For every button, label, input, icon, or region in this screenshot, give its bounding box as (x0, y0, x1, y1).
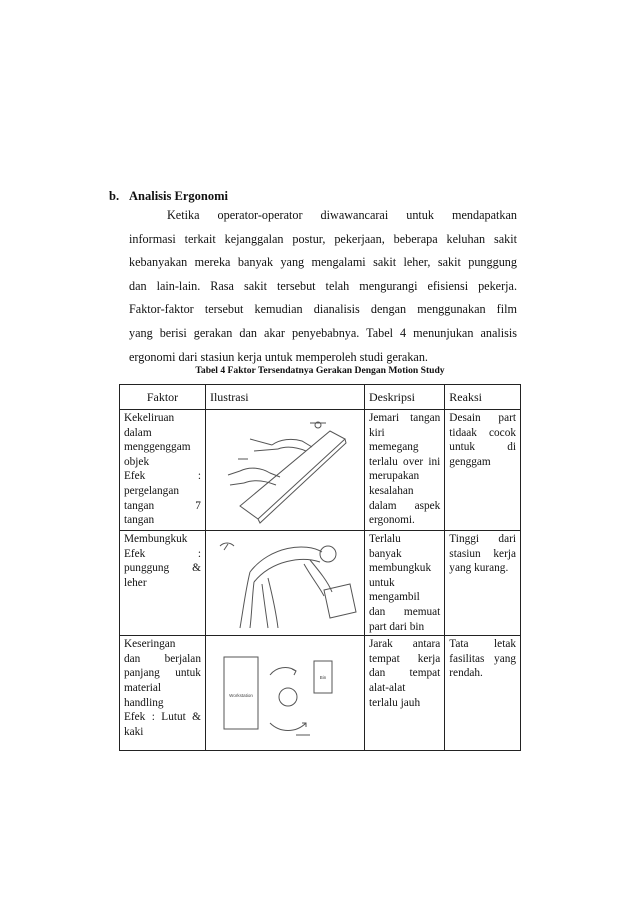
section-title: Analisis Ergonomi (129, 189, 228, 203)
illustration-cell (205, 410, 364, 531)
cell-line: leher (124, 576, 147, 589)
cell-line: dan tempat (368, 667, 441, 680)
faktor-cell (120, 531, 206, 636)
cell-line: panjang untuk (124, 667, 201, 680)
cell-line: stasiun kerja (449, 547, 516, 560)
hand-gripping-sketch (210, 411, 360, 529)
walking-layout-sketch (210, 637, 360, 749)
cell-line: kiri (368, 426, 385, 439)
cell-line: merupakan (368, 470, 420, 483)
cell-line: dan memuat (368, 605, 441, 618)
motion-study-table (119, 384, 521, 751)
cell-line: handling (124, 696, 164, 709)
paragraph-line: Ketika operator-operator diwawancarai untuk mendapatkan (167, 208, 517, 222)
cell-line: Membungkuk (124, 533, 188, 545)
faktor-cell (120, 410, 206, 531)
cell-line: membungkuk (368, 562, 432, 575)
reaksi-cell (445, 531, 521, 636)
operator-circle (279, 688, 297, 706)
deskripsi-cell (364, 636, 444, 751)
header-deskripsi: Deskripsi (364, 385, 444, 410)
table-row (120, 531, 521, 636)
cell-line: ergonomi. (368, 514, 415, 527)
table-header-row (120, 385, 521, 410)
cell-line: Tata letak (449, 638, 516, 651)
cell-line: punggung & (124, 562, 201, 575)
section-heading (109, 189, 228, 204)
bending-worker-sketch (210, 532, 360, 630)
paragraph-line: kebanyakan mereka banyak yang mengalami sakit leher, sakit punggung (129, 255, 517, 270)
cell-line: dan berjalan (124, 652, 201, 665)
cell-line: pergelangan (124, 484, 179, 497)
paragraph-line: dan lain-lain. Rasa sakit tersebut telah mengurangi efisiensi pekerja. (129, 278, 517, 293)
cell-line: Efek : Lutut & (124, 711, 201, 724)
cell-line: Keseringan (124, 638, 176, 651)
workstation-label: Workstation (229, 693, 253, 699)
cell-line: tangan 7 (124, 499, 201, 512)
cell-line: untuk (368, 576, 395, 589)
cell-line: objek (124, 455, 150, 468)
cell-line: dalam aspek (368, 499, 441, 512)
cell-line: Efek : (124, 470, 201, 483)
illustration-cell (205, 531, 364, 636)
table-row (120, 636, 521, 751)
reaksi-cell (445, 636, 521, 751)
cell-line: genggam (449, 455, 491, 468)
cell-line: alat-alat (368, 681, 406, 694)
cell-line: tangan (124, 514, 155, 527)
cell-line: untuk di (449, 441, 516, 454)
header-reaksi: Reaksi (445, 385, 521, 410)
cell-line: kesalahan (368, 484, 414, 497)
bin-label: Bin (319, 675, 327, 681)
cell-line: rendah. (449, 667, 483, 680)
section-letter: b. (109, 189, 120, 203)
illustration-cell (205, 636, 364, 751)
cell-line: Desain part (449, 412, 516, 424)
cell-line: kaki (124, 725, 144, 738)
reaksi-cell (445, 410, 521, 531)
cell-line: fasilitas yang (449, 652, 516, 665)
table-row (120, 410, 521, 531)
table-caption: Tabel 4 Faktor Tersendatnya Gerakan Dengan Motion Study (195, 365, 445, 376)
cell-line: yang kurang. (449, 562, 509, 575)
paragraph-line: yang berisi gerakan dan akar penyebabnya. Tabel 4 menunjukan analisis (129, 325, 517, 340)
header-faktor: Faktor (120, 385, 206, 410)
cell-line: material (124, 681, 162, 694)
cell-line: banyak (368, 547, 402, 560)
deskripsi-cell (364, 531, 444, 636)
cell-line: Jemari tangan (368, 412, 441, 424)
cell-line: dalam (124, 426, 152, 439)
cell-line: Jarak antara (368, 638, 441, 651)
cell-line: memegang (368, 441, 419, 454)
cell-line: Tinggi dari (449, 533, 516, 545)
cell-line: terlalu over ini (368, 455, 441, 468)
cell-line: part dari bin (368, 620, 425, 633)
paragraph-line: Faktor-faktor tersebut kemudian dianalisis dengan menggunakan film (129, 302, 517, 317)
paragraph-line: ergonomi dari stasiun kerja untuk memperoleh studi gerakan. (129, 349, 428, 364)
paragraph-line: informasi terkait kejanggalan postur, pekerjaan, beberapa keluhan sakit (129, 231, 517, 246)
header-ilustrasi: Ilustrasi (205, 385, 364, 410)
cell-line: Efek : (124, 547, 201, 560)
cell-line: terlalu jauh (368, 696, 421, 709)
cell-line: tidaak cocok (449, 426, 516, 439)
cell-line: menggenggam (124, 441, 191, 454)
cell-line: mengambil (368, 591, 420, 604)
body-paragraph (129, 204, 517, 369)
cell-line: tempat kerja (368, 652, 441, 665)
deskripsi-cell (364, 410, 444, 531)
faktor-cell (120, 636, 206, 751)
cell-line: Terlalu (368, 533, 401, 545)
cell-line: Kekeliruan (124, 412, 175, 424)
